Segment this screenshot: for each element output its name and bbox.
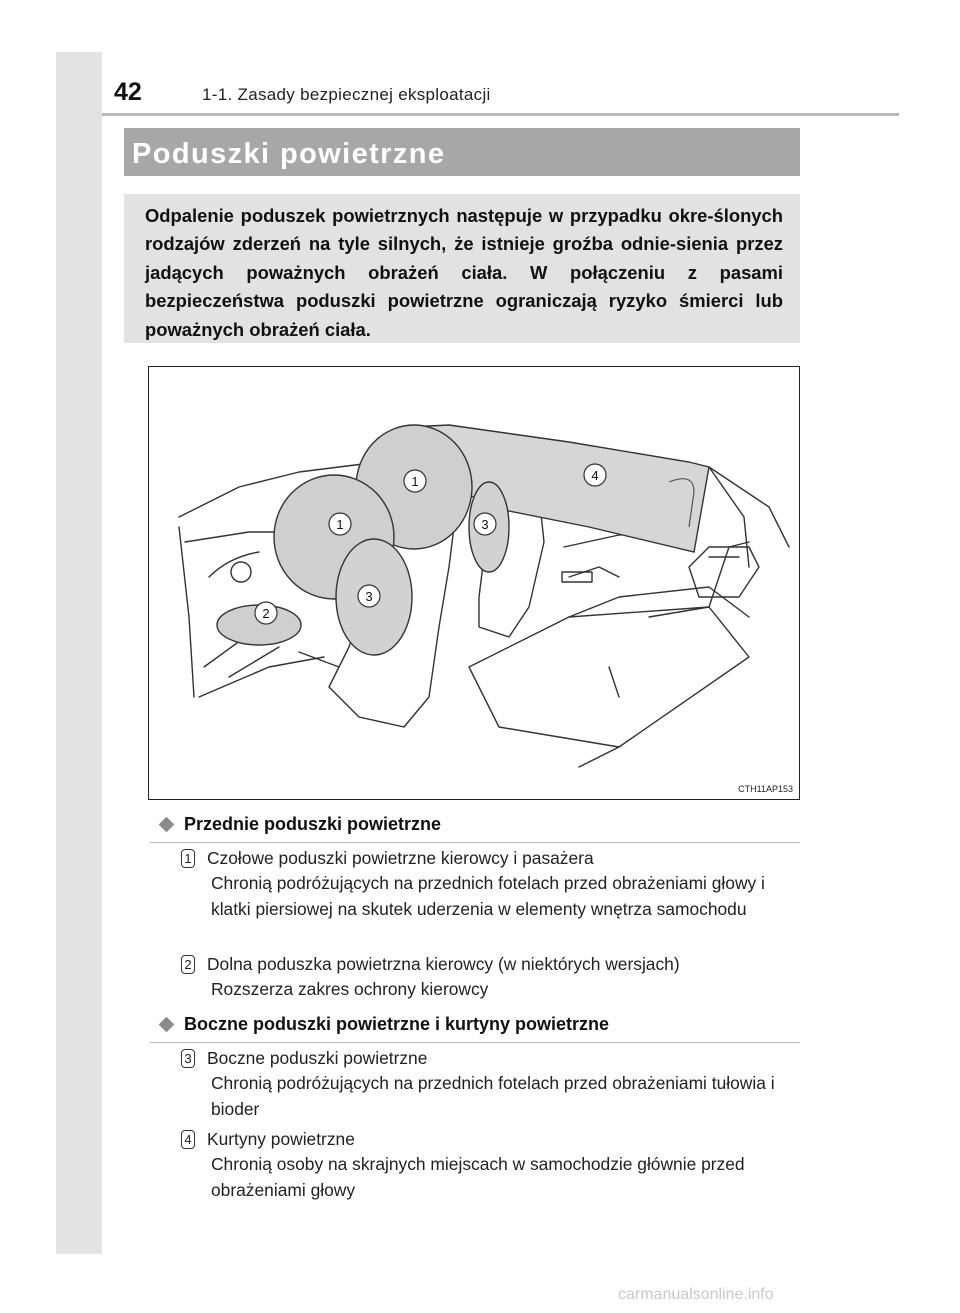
list-item xyxy=(181,952,680,999)
item-description: Chronią podróżujących na przednich fotelach przed obrażeniami tułowia i bioder xyxy=(211,1073,775,1119)
svg-text:2: 2 xyxy=(262,606,270,621)
svg-text:3: 3 xyxy=(365,589,373,604)
list-item xyxy=(181,1127,745,1200)
callout-2 xyxy=(255,602,277,624)
list-item xyxy=(181,846,765,919)
callout-1b xyxy=(329,513,351,535)
header-rule xyxy=(102,113,899,116)
item-number: 3 xyxy=(181,1049,195,1068)
section-rule xyxy=(150,1042,800,1043)
section-heading-front xyxy=(158,814,441,835)
item-description: Chronią podróżujących na przednich fotelach przed obrażeniami głowy i klatki piersiowej na skutek uderzenia w elementy wnętrza samochodu xyxy=(211,873,765,919)
svg-text:1: 1 xyxy=(411,474,419,489)
section-heading-text: Boczne poduszki powietrzne i kurtyny powietrzne xyxy=(184,1014,610,1034)
item-description: Rozszerza zakres ochrony kierowcy xyxy=(211,979,489,999)
airbag-figure xyxy=(148,366,800,800)
item-description: Chronią osoby na skrajnych miejscach w samochodzie głównie przed obrażeniami głowy xyxy=(211,1154,745,1200)
intro-text: Odpalenie poduszek powietrznych następuje w przypadku okre-ślonych rodzajów zderzeń na tyle silnych, że istnieje groźba odnie-sienia przez jadących poważnych obrażeń ciała. W połączeniu z pasami bezpieczeństwa poduszki powietrzne ograniczają ryzyko śmierci lub poważnych obrażeń ciała. xyxy=(145,205,783,340)
page-number: 42 xyxy=(114,78,142,106)
item-number: 1 xyxy=(181,849,195,868)
section-rule xyxy=(150,842,800,843)
item-number: 2 xyxy=(181,955,195,974)
diamond-icon xyxy=(159,817,175,833)
svg-text:3: 3 xyxy=(481,517,489,532)
breadcrumb: 1-1. Zasady bezpiecznej eksploatacji xyxy=(202,85,491,104)
item-title: Dolna poduszka powietrzna kierowcy (w niektórych wersjach) xyxy=(207,954,680,974)
page-title: Poduszki powietrzne xyxy=(132,138,446,170)
section-heading-side xyxy=(158,1014,609,1035)
item-title: Boczne poduszki powietrzne xyxy=(207,1048,428,1068)
callout-3b xyxy=(474,513,496,535)
diamond-icon xyxy=(159,1017,175,1033)
svg-text:1: 1 xyxy=(336,517,344,532)
callout-3a xyxy=(358,585,380,607)
figure-code: CTH11AP153 xyxy=(738,784,793,794)
item-number: 4 xyxy=(181,1130,195,1149)
section-heading-text: Przednie poduszki powietrzne xyxy=(184,814,442,834)
side-band xyxy=(56,52,102,1254)
watermark: carmanualsonline.info xyxy=(618,1286,774,1303)
item-title: Czołowe poduszki powietrzne kierowcy i pasażera xyxy=(207,848,594,868)
list-item xyxy=(181,1046,775,1119)
item-title: Kurtyny powietrzne xyxy=(207,1129,355,1149)
car-interior-illustration xyxy=(149,367,799,799)
callout-4 xyxy=(584,464,606,486)
callout-1a xyxy=(404,470,426,492)
svg-text:4: 4 xyxy=(591,468,599,483)
